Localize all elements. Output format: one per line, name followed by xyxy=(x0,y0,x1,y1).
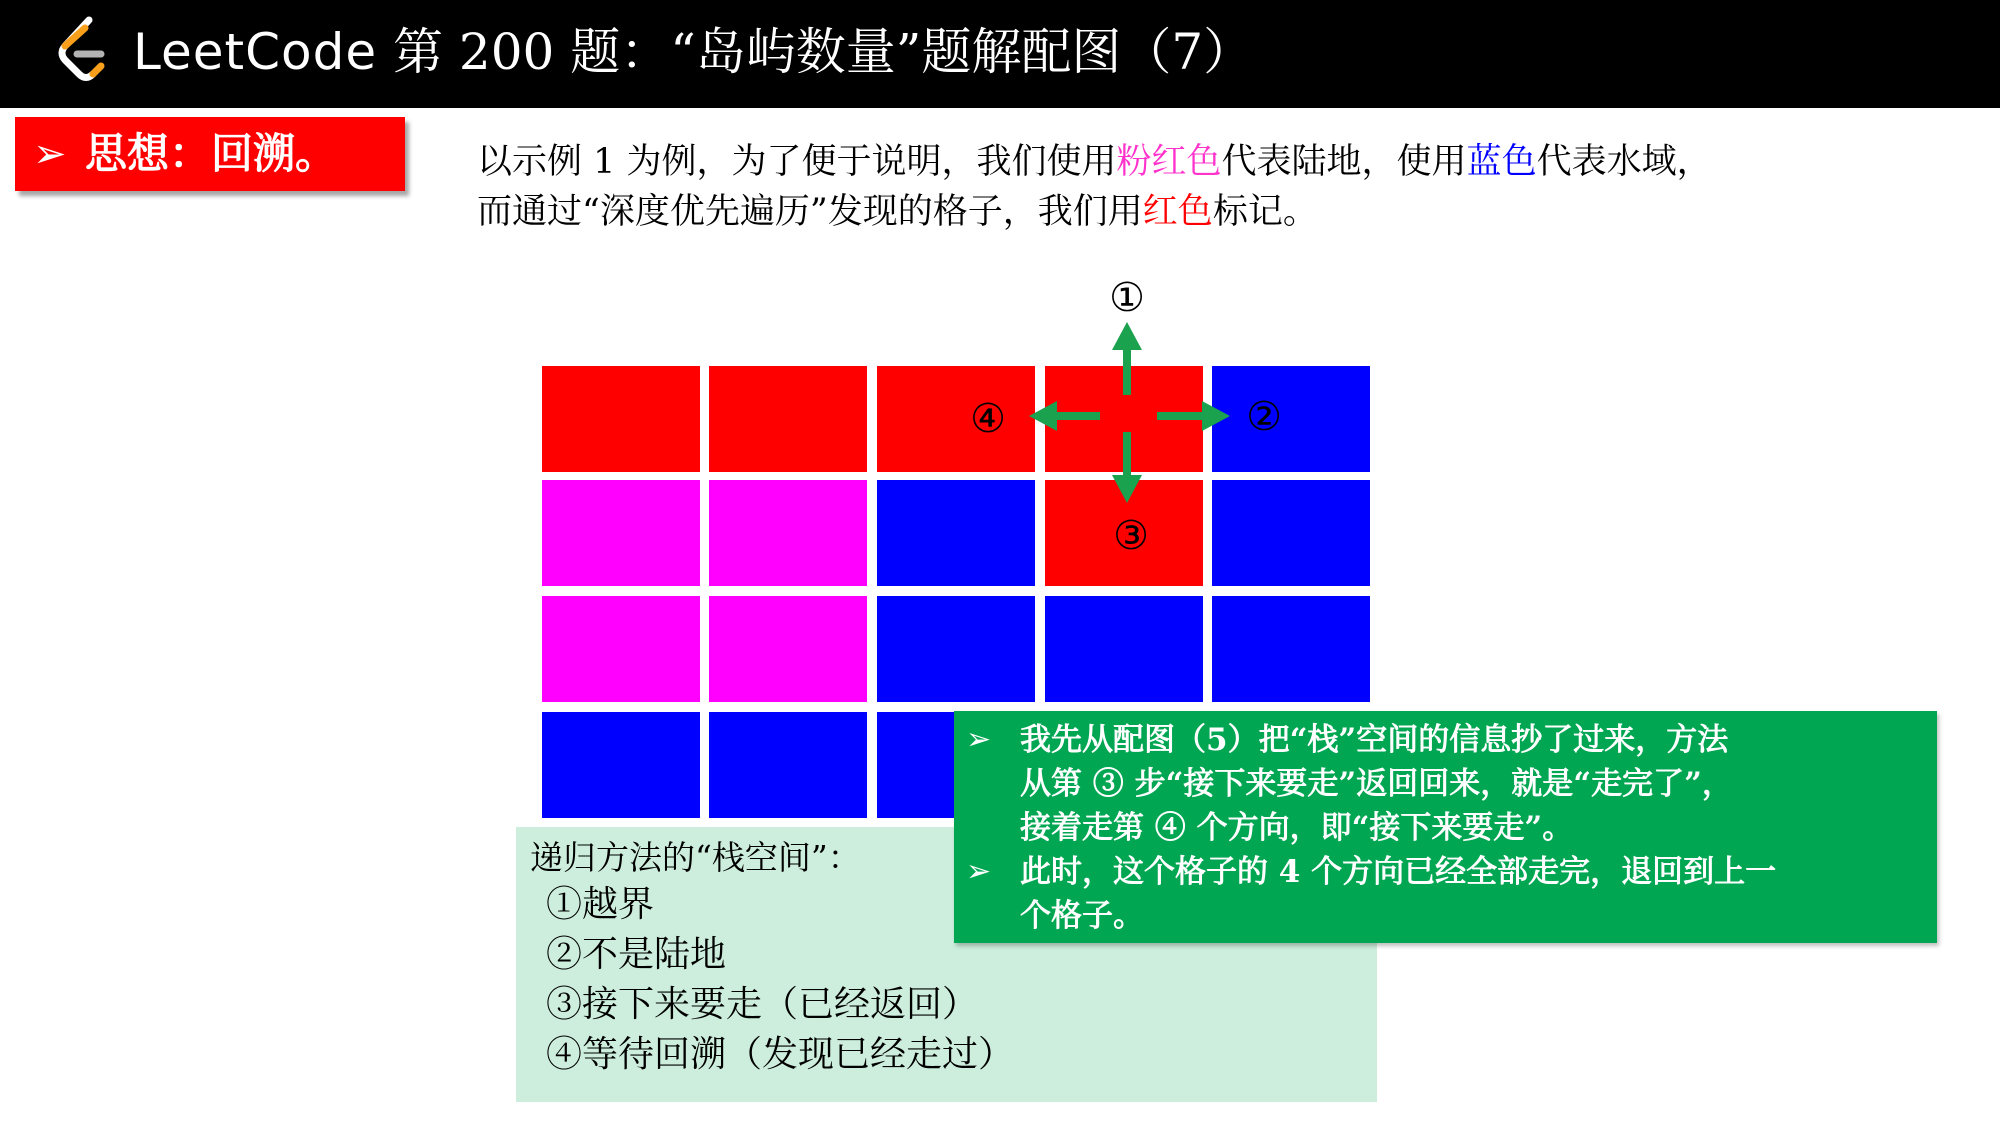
note-line: 此时，这个格子的 4 个方向已经全部走完，退回到上一 xyxy=(1020,854,1777,890)
grid-cell-blue xyxy=(542,712,700,818)
grid-cell-blue xyxy=(1212,366,1370,472)
grid-cell-pink xyxy=(542,480,700,586)
arrow-up-head xyxy=(1112,322,1142,350)
blue-legend-text: 蓝色 xyxy=(1466,142,1537,182)
grid-cell-pink xyxy=(709,480,867,586)
grid-cell-blue xyxy=(1212,480,1370,586)
brand-name: LeetCode xyxy=(133,23,378,81)
intro-text-segment: 代表陆地，使用 xyxy=(1221,142,1467,182)
grid-cell-pink xyxy=(709,596,867,702)
stack-item-next-step: ③接下来要走（已经返回） xyxy=(546,984,979,1025)
direction-label-right: ② xyxy=(1246,394,1282,440)
grid-cell-blue xyxy=(1212,596,1370,702)
title-text: 第 200 题：“岛屿数量”题解配图（7） xyxy=(393,23,1254,81)
note-line: 我先从配图（5）把“栈”空间的信息抄了过来，方法 xyxy=(1020,722,1729,758)
arrow-bullet-icon: ➢ xyxy=(966,854,992,889)
stack-item-out-of-bounds: ①越界 xyxy=(546,884,655,925)
note-line: 个格子。 xyxy=(1020,898,1144,934)
intro-text-segment: 以示例 1 为例，为了便于说明，我们使用 xyxy=(477,142,1117,182)
intro-text-segment: 代表水域， xyxy=(1536,142,1712,182)
grid-cell-red xyxy=(542,366,700,472)
grid-cell-blue xyxy=(1045,596,1203,702)
intro-text-segment: 而通过“深度优先遍历”发现的格子，我们用 xyxy=(477,192,1143,232)
grid-cell-blue xyxy=(877,596,1035,702)
intro-text-segment: 标记。 xyxy=(1212,192,1318,232)
note-line: 接着走第 ④ 个方向，即“接下来要走”。 xyxy=(1020,810,1574,846)
direction-label-left: ④ xyxy=(970,396,1006,442)
grid-cell-pink xyxy=(542,596,700,702)
grid-cell-red xyxy=(877,366,1035,472)
grid-cell-blue xyxy=(877,480,1035,586)
note-line: 从第 ③ 步“接下来要走”返回回来，就是“走完了”， xyxy=(1020,766,1733,802)
stack-item-waiting-backtrack: ④等待回溯（发现已经走过） xyxy=(546,1034,1015,1075)
pink-legend-text: 粉红色 xyxy=(1116,142,1222,182)
direction-label-down: ③ xyxy=(1113,513,1149,559)
stack-panel-title: 递归方法的“栈空间”： xyxy=(530,838,861,877)
explanation-note-box xyxy=(954,711,1937,943)
grid-cell-red xyxy=(709,366,867,472)
red-legend-text: 红色 xyxy=(1142,192,1213,232)
arrow-bullet-icon: ➢ xyxy=(966,722,992,757)
grid-cell-blue xyxy=(709,712,867,818)
arrow-bullet-icon: ➢ xyxy=(33,131,67,177)
stack-item-not-land: ②不是陆地 xyxy=(546,934,727,975)
direction-label-up: ① xyxy=(1109,275,1145,321)
idea-label: 思想：回溯。 xyxy=(85,129,338,178)
